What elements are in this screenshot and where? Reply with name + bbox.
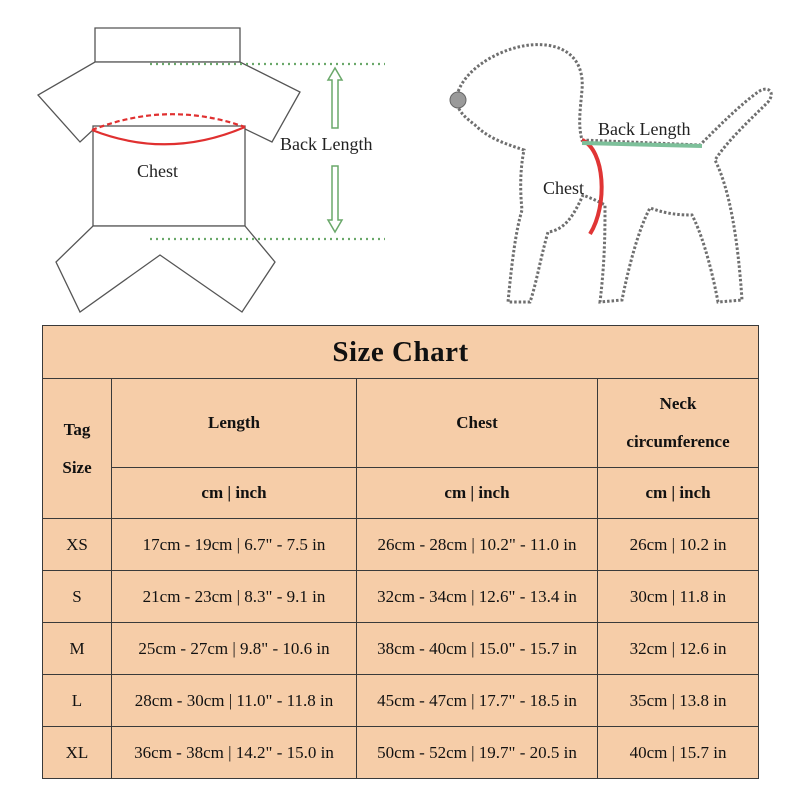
size-cell: S [43,571,112,623]
neck-units-header: cm | inch [598,468,759,519]
chest-units-header: cm | inch [357,468,598,519]
tag-size-header-line2: Size [62,457,92,477]
neck-cell: 26cm | 10.2 in [598,519,759,571]
size-cell: XS [43,519,112,571]
dog-back-length-label: Back Length [598,119,691,139]
dog-measurement-figure [400,0,800,320]
dog-back-length-line [582,143,702,146]
neck-cell: 30cm | 11.8 in [598,571,759,623]
garment-legs [56,226,275,312]
length-header: Length [112,379,357,468]
neck-cell: 40cm | 15.7 in [598,727,759,779]
chest-cell: 38cm - 40cm | 15.0" - 15.7 in [357,623,598,675]
garment-diagram [0,0,400,320]
dog-chest-label: Chest [543,178,585,198]
length-cell: 21cm - 23cm | 8.3" - 9.1 in [112,571,357,623]
chest-cell: 50cm - 52cm | 19.7" - 20.5 in [357,727,598,779]
dog-chest-line [582,140,602,234]
size-chart-title: Size Chart [43,326,759,379]
table-row [43,623,759,675]
chest-header: Chest [357,379,598,468]
size-cell: XL [43,727,112,779]
neck-header-line2: circumference [626,432,730,451]
neck-header-line1: Neck [659,394,697,413]
length-units-header: cm | inch [112,468,357,519]
tag-size-header-line1: Tag [63,419,91,439]
neck-header [598,379,759,468]
tag-size-header [43,379,112,519]
length-cell: 17cm - 19cm | 6.7" - 7.5 in [112,519,357,571]
neck-cell: 35cm | 13.8 in [598,675,759,727]
table-row [43,675,759,727]
chest-cell: 32cm - 34cm | 12.6" - 13.4 in [357,571,598,623]
size-cell: M [43,623,112,675]
size-cell: L [43,675,112,727]
dog-diagram [400,0,800,320]
garment-measurement-figure [0,0,400,320]
length-cell: 25cm - 27cm | 9.8" - 10.6 in [112,623,357,675]
garment-collar [95,28,240,62]
length-cell: 28cm - 30cm | 11.0" - 11.8 in [112,675,357,727]
table-row [43,571,759,623]
chest-cell: 26cm - 28cm | 10.2" - 11.0 in [357,519,598,571]
garment-chest-label: Chest [137,161,179,181]
table-row [43,519,759,571]
table-row [43,727,759,779]
dog-nose [450,92,466,108]
length-cell: 36cm - 38cm | 14.2" - 15.0 in [112,727,357,779]
chest-cell: 45cm - 47cm | 17.7" - 18.5 in [357,675,598,727]
neck-cell: 32cm | 12.6 in [598,623,759,675]
size-chart-table [42,325,759,779]
garment-back-length-label: Back Length [280,134,373,154]
dog-outline [456,45,771,302]
